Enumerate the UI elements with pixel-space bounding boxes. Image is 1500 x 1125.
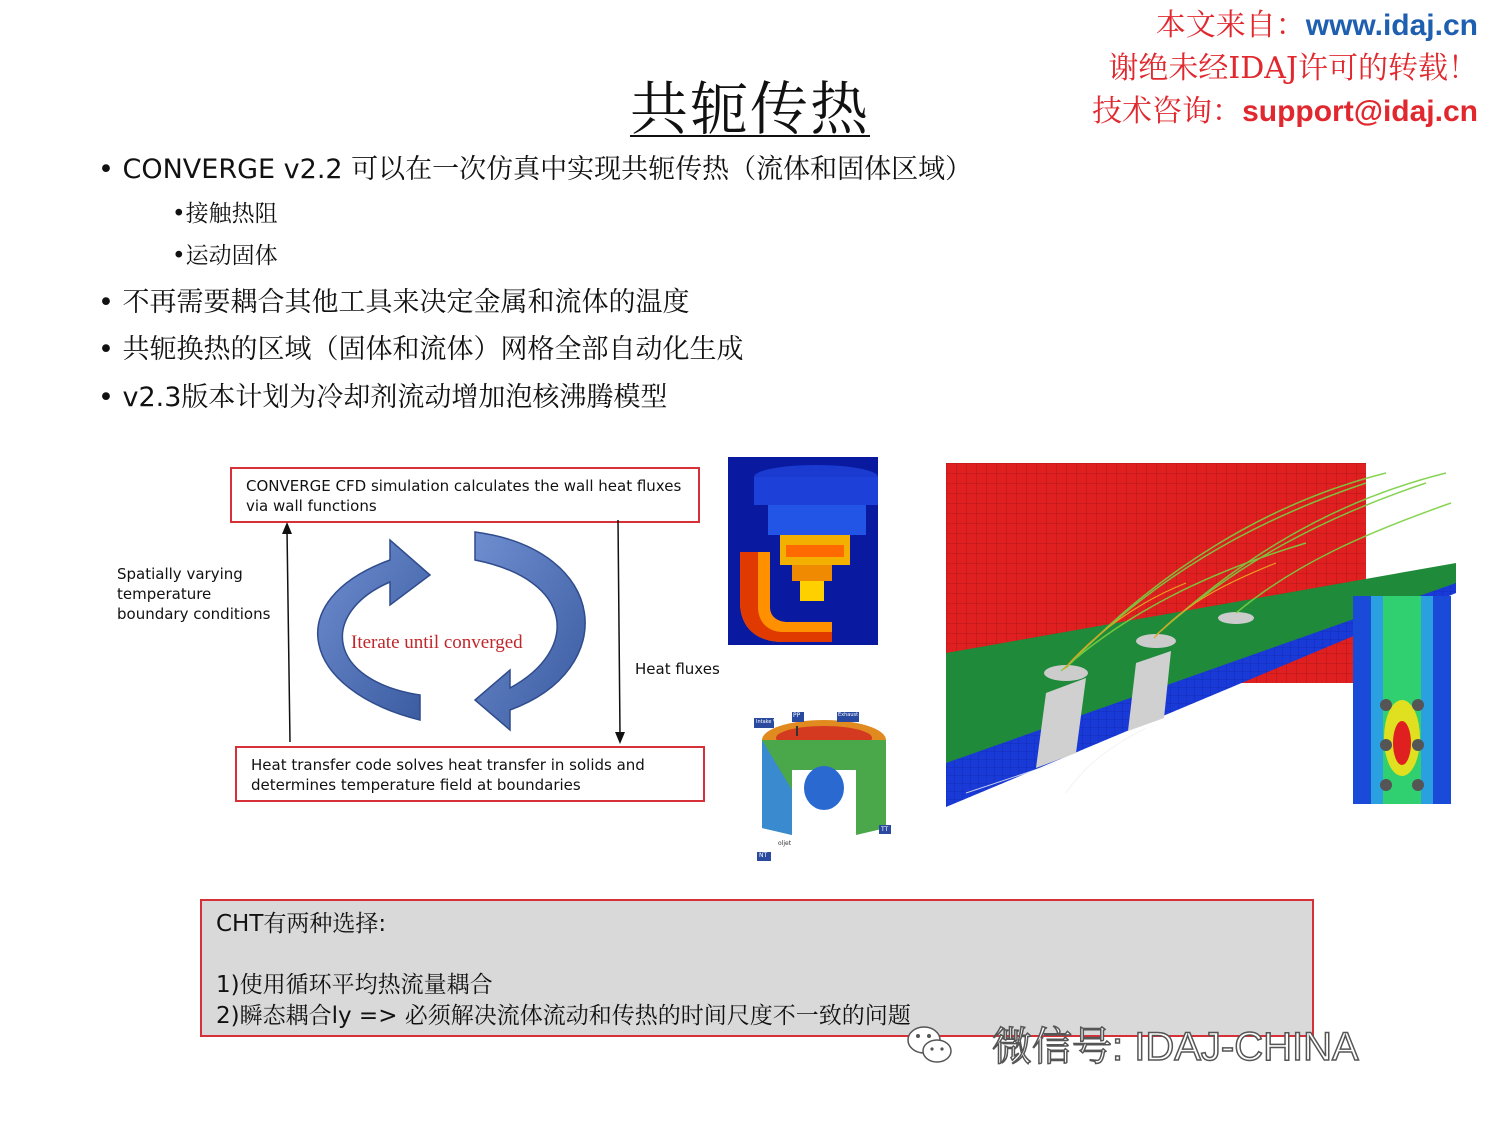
- bullet-2: • 不再需要耦合其他工具来决定金属和流体的温度: [98, 287, 690, 318]
- slide-title: [0, 62, 1500, 146]
- watermark-notice: 谢绝未经IDAJ许可的转载！: [1108, 51, 1478, 86]
- piston-label-exhaust: Exhaust Valve: [838, 712, 874, 718]
- bullet-4: • v2.3版本计划为冷却剂流动增加泡核沸腾模型: [98, 382, 668, 413]
- sub-bullet-1: •接触热阻: [172, 201, 278, 227]
- loop-arrow-right: [475, 532, 585, 730]
- up-arrow: [280, 520, 300, 745]
- wechat-watermark: 微信号: IDAJ-CHINA: [992, 1025, 1359, 1069]
- film-cooling-image: [946, 463, 1456, 807]
- cht-option-2: 2)瞬态耦合ly => 必须解决流体流动和传热的时间尺度不一致的问题: [216, 1003, 911, 1029]
- piston-label-pp: PP: [793, 712, 801, 719]
- down-arrow: [610, 518, 630, 746]
- valve-temperature-image: [728, 457, 878, 645]
- piston-label-intake: Intake Valve: [756, 719, 787, 725]
- heat-fluxes-label: Heat fluxes: [635, 660, 720, 678]
- piston-label-oljet: oljet: [778, 840, 792, 847]
- watermark-contact-prefix: 技术咨询：: [1092, 94, 1243, 129]
- heat-transfer-box: Heat transfer code solves heat transfer in solids and determines temperature field at boundaries: [235, 746, 705, 802]
- iterate-label: Iterate until converged: [351, 632, 523, 653]
- bullet-3: • 共轭换热的区域（固体和流体）网格全部自动化生成: [98, 334, 744, 365]
- left-label: Spatially varying temperature boundary conditions: [117, 565, 271, 623]
- slide-title-text: 共轭传热: [629, 75, 870, 143]
- cfd-box: CONVERGE CFD simulation calculates the wall heat fluxes via wall functions: [230, 467, 700, 523]
- piston-mesh-image: [752, 710, 897, 862]
- watermark-url[interactable]: www.idaj.cn: [1305, 9, 1478, 42]
- bullet-1: • CONVERGE v2.2 可以在一次仿真中实现共轭传热（流体和固体区域）: [98, 154, 973, 185]
- wechat-icon: [905, 1023, 955, 1067]
- piston-label-tt: TT: [881, 826, 889, 833]
- loop-arrow-left: [318, 540, 430, 720]
- cht-heading: CHT有两种选择:: [216, 911, 387, 937]
- sub-bullet-2: •运动固体: [172, 243, 278, 269]
- watermark-email[interactable]: support@idaj.cn: [1242, 95, 1478, 128]
- watermark-prefix: 本文来自：: [1155, 8, 1306, 43]
- cht-option-1: 1)使用循环平均热流量耦合: [216, 972, 493, 998]
- piston-label-nt: NT: [759, 852, 768, 859]
